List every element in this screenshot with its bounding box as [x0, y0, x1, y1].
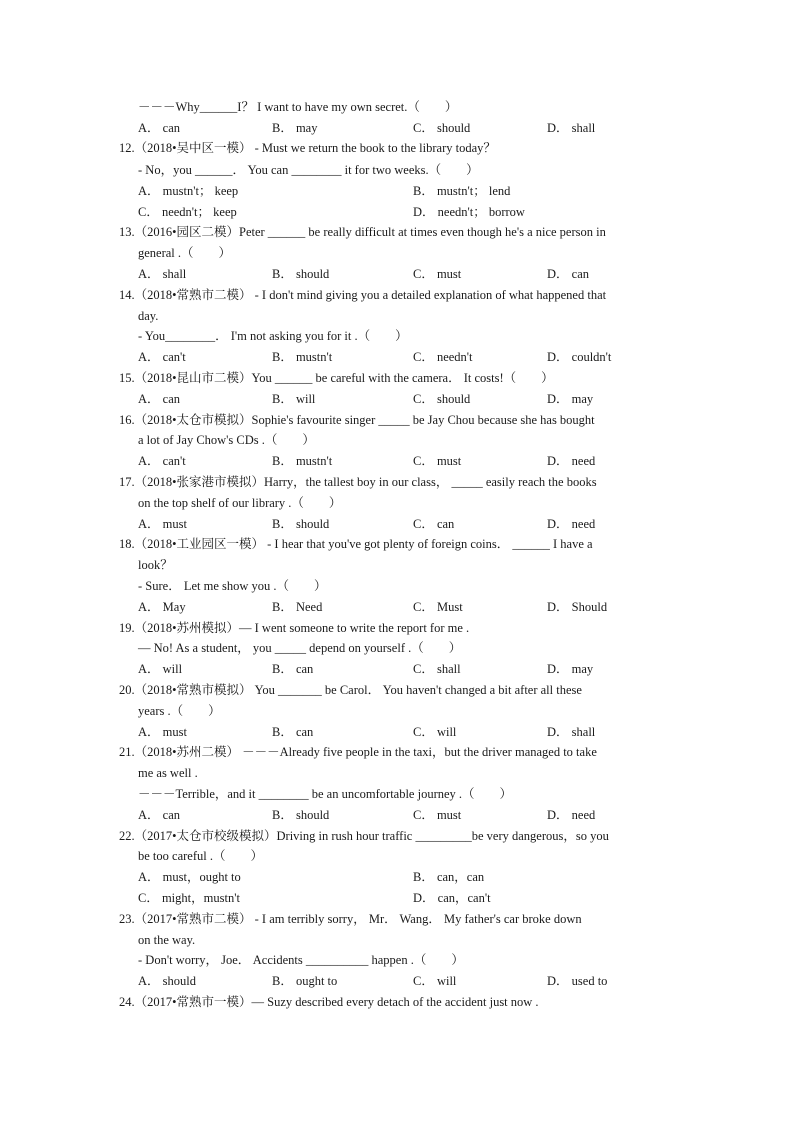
q19-stem-line2: — No! As a student， you _____ depend on yourself .（ ） [138, 641, 462, 655]
option-b: B． mustn't [272, 454, 333, 468]
q23-stem-line3: - Don't worry， Joe． Accidents __________ happen .（ ） [138, 953, 464, 967]
option-c: C． shall [413, 662, 461, 676]
option-c: C． will [413, 725, 457, 739]
option-c: C． Must [413, 600, 463, 614]
q11-stem: －－－Why______I？ I want to have my own secret.（ ） [138, 100, 458, 114]
option-b: B． will [272, 392, 316, 406]
q24-stem: 24.（2017•常熟市一模）— Suzy described every detach of the accident just now . [119, 995, 539, 1009]
q19-stem: 19.（2018•苏州模拟）— I went someone to write the report for me . [119, 621, 470, 635]
option-b: B． should [272, 517, 330, 531]
q15-stem: 15.（2018•昆山市二模）You ______ be careful with the camera． It costs!（ ） [119, 371, 554, 385]
option-a: A． should [138, 974, 196, 988]
option-c: C． must [413, 454, 462, 468]
option-b: B． Need [272, 600, 323, 614]
q20-stem: 20.（2018•常熟市模拟） You _______ be Carol． You haven't changed a bit after all these [119, 683, 582, 697]
option-a: A． will [138, 662, 183, 676]
option-c: C． needn't [413, 350, 473, 364]
option-d: D． shall [547, 725, 596, 739]
q23-stem: 23.（2017•常熟市二模） - I am terribly sorry， Mr． Wang． My father's car broke down [119, 912, 582, 926]
option-a: A． can [138, 121, 180, 135]
option-b: B． mustn't； lend [413, 184, 511, 198]
option-a: A． can [138, 808, 180, 822]
option-d: D． need [547, 808, 596, 822]
option-b: B． can [272, 725, 314, 739]
option-d: D． may [547, 662, 594, 676]
q17-stem: 17.（2018•张家港市模拟）Harry，the tallest boy in our class， _____ easily reach the books [119, 475, 597, 489]
option-d: D． used to [547, 974, 608, 988]
option-a: A． can't [138, 454, 186, 468]
q14-stem: 14.（2018•常熟市二模） - I don't mind giving you a detailed explanation of what happened that [119, 288, 607, 302]
option-d: D． couldn't [547, 350, 612, 364]
option-d: D． Should [547, 600, 608, 614]
option-b: B． should [272, 267, 330, 281]
q13-stem-line2: general .（ ） [138, 246, 232, 260]
q21-stem-line3: －－－Terrible，and it ________ be an uncomfortable journey .（ ） [138, 787, 513, 801]
option-a: A． May [138, 600, 186, 614]
option-b: B． can [272, 662, 314, 676]
option-b: B． can，can [413, 870, 485, 884]
option-c: C． should [413, 392, 471, 406]
q21-stem-line2: me as well . [138, 766, 198, 780]
option-a: A． can [138, 392, 180, 406]
option-a: A． shall [138, 267, 187, 281]
option-d: D． can [547, 267, 589, 281]
q14-stem-line3: - You________． I'm not asking you for it .（ ） [138, 329, 408, 343]
option-a: A． must [138, 725, 187, 739]
q16-stem: 16.（2018•太仓市模拟）Sophie's favourite singer _____ be Jay Chou because she has bought [119, 413, 595, 427]
q18-stem-line3: - Sure． Let me show you .（ ） [138, 579, 327, 593]
q18-stem-line2: look？ [138, 558, 173, 572]
q21-stem: 21.（2018•苏州二模） －－－Already five people in the taxi，but the driver managed to take [119, 745, 597, 759]
option-a: A． can't [138, 350, 186, 364]
option-c: C． needn't； keep [138, 205, 237, 219]
option-b: B． ought to [272, 974, 338, 988]
option-d: D． can，can't [413, 891, 491, 905]
q22-stem-line2: be too careful .（ ） [138, 849, 263, 863]
option-c: C． must [413, 808, 462, 822]
option-a: A． must [138, 517, 187, 531]
option-d: D． need [547, 454, 596, 468]
q16-stem-line2: a lot of Jay Chow's CDs .（ ） [138, 433, 315, 447]
q20-stem-line2: years .（ ） [138, 704, 221, 718]
option-d: D． shall [547, 121, 596, 135]
option-b: B． may [272, 121, 318, 135]
option-c: C． will [413, 974, 457, 988]
option-d: D． needn't； borrow [413, 205, 525, 219]
q18-stem: 18.（2018•工业园区一模） - I hear that you've got plenty of foreign coins． ______ I have a [119, 537, 593, 551]
option-d: D． need [547, 517, 596, 531]
option-b: B． mustn't [272, 350, 333, 364]
option-c: C． must [413, 267, 462, 281]
option-c: C． should [413, 121, 471, 135]
q12-stem: 12.（2018•吴中区一模） - Must we return the book to the library today？ [119, 141, 496, 155]
q13-stem: 13.（2016•园区二模）Peter ______ be really difficult at times even though he's a nice person in [119, 225, 606, 239]
q17-stem-line2: on the top shelf of our library .（ ） [138, 496, 342, 510]
q22-stem: 22.（2017•太仓市校级模拟）Driving in rush hour traffic _________be very dangerous，so you [119, 829, 609, 843]
option-a: A． must，ought to [138, 870, 241, 884]
option-c: C． might，mustn't [138, 891, 240, 905]
option-c: C． can [413, 517, 455, 531]
option-d: D． may [547, 392, 594, 406]
q14-stem-line2: day. [138, 309, 159, 323]
q12-stem-line2: - No，you ______． You can ________ it for two weeks.（ ） [138, 163, 479, 177]
option-b: B． should [272, 808, 330, 822]
q23-stem-line2: on the way. [138, 933, 196, 947]
option-a: A． mustn't； keep [138, 184, 239, 198]
